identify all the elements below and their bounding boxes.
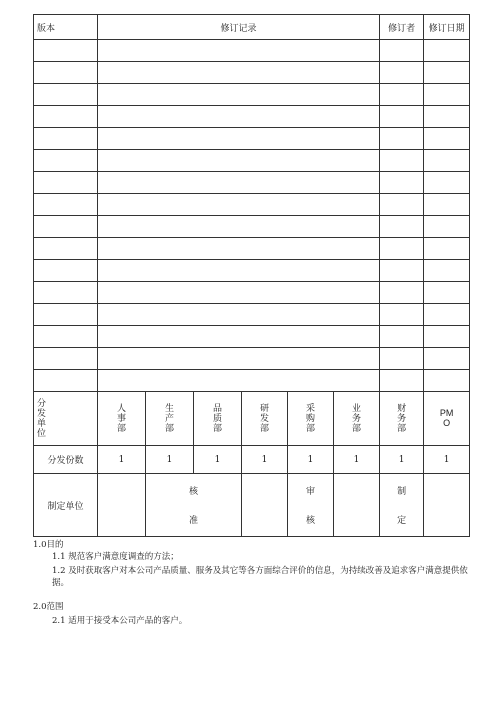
version-cell[interactable]	[34, 260, 98, 282]
revision-date-cell[interactable]	[424, 304, 470, 326]
distribution-unit-cell	[146, 392, 194, 446]
revision-record-cell[interactable]	[98, 84, 380, 106]
version-header: 版本	[34, 15, 98, 40]
copies-label: 分发份数	[34, 446, 98, 474]
revision-row	[34, 326, 470, 348]
revision-date-cell[interactable]	[424, 348, 470, 370]
revision-date-cell[interactable]	[424, 238, 470, 260]
copies-value[interactable]: 1	[424, 446, 470, 474]
header-row	[34, 15, 470, 40]
distribution-unit: 人事部	[116, 403, 126, 434]
copies-value[interactable]: 1	[380, 446, 424, 474]
version-cell[interactable]	[34, 128, 98, 150]
revision-record-header: 修订记录	[98, 15, 380, 40]
reviser-cell[interactable]	[380, 128, 424, 150]
version-cell[interactable]	[34, 326, 98, 348]
section-1-2: 1.2 及时获取客户对本公司产品质量、服务及其它等各方面综合评价的信息，为持续改善及追求客户满意提供依据。	[52, 566, 468, 588]
revision-record-cell[interactable]	[98, 106, 380, 128]
revision-row	[34, 40, 470, 62]
reviser-cell[interactable]	[380, 260, 424, 282]
distribution-unit-cell	[334, 392, 380, 446]
revision-row	[34, 150, 470, 172]
revision-record-cell[interactable]	[98, 194, 380, 216]
version-cell[interactable]	[34, 216, 98, 238]
reviser-cell[interactable]	[380, 62, 424, 84]
distribution-unit-cell	[380, 392, 424, 446]
version-cell[interactable]	[34, 194, 98, 216]
revision-date-cell[interactable]	[424, 150, 470, 172]
revision-date-cell[interactable]	[424, 40, 470, 62]
distribution-unit: 品质部	[212, 403, 222, 434]
revision-record-cell[interactable]	[98, 238, 380, 260]
section-1-title: 1.0目的	[33, 540, 64, 550]
section-1-1: 1.1 规范客户满意度调查的方法；	[52, 552, 179, 562]
revision-row	[34, 304, 470, 326]
revision-row	[34, 172, 470, 194]
reviser-cell[interactable]	[380, 348, 424, 370]
revision-date-cell[interactable]	[424, 84, 470, 106]
review-sign-cell[interactable]	[334, 474, 380, 537]
reviser-cell[interactable]	[380, 282, 424, 304]
maker-row	[34, 474, 470, 537]
distribution-unit: 业务部	[352, 403, 362, 434]
revision-date-cell[interactable]	[424, 216, 470, 238]
revision-form	[33, 14, 469, 537]
copies-value[interactable]: 1	[242, 446, 288, 474]
draft-cell	[380, 474, 424, 537]
reviser-cell[interactable]	[380, 150, 424, 172]
version-cell[interactable]	[34, 62, 98, 84]
copies-value[interactable]: 1	[146, 446, 194, 474]
revision-date-cell[interactable]	[424, 172, 470, 194]
draft-cell-char-1: 制	[397, 487, 407, 497]
revision-row	[34, 216, 470, 238]
maker-blank-1[interactable]	[98, 474, 146, 537]
copies-value[interactable]: 1	[194, 446, 242, 474]
reviser-cell[interactable]	[380, 84, 424, 106]
distribution-row	[34, 392, 470, 446]
revision-record-cell[interactable]	[98, 62, 380, 84]
distribution-unit: 研发部	[259, 403, 269, 434]
revision-date-cell[interactable]	[424, 370, 470, 392]
revision-row	[34, 62, 470, 84]
revision-row	[34, 348, 470, 370]
version-cell[interactable]	[34, 106, 98, 128]
maker-label: 制定单位	[34, 474, 98, 537]
revision-row	[34, 84, 470, 106]
approve-cell	[146, 474, 242, 537]
distribution-unit-cell	[194, 392, 242, 446]
section-2-1: 2.1 适用于接受本公司产品的客户。	[52, 616, 188, 626]
section-2-title: 2.0范围	[33, 602, 64, 612]
revision-record-cell[interactable]	[98, 326, 380, 348]
draft-cell-char-2: 定	[397, 516, 407, 526]
version-cell[interactable]	[34, 150, 98, 172]
approve-cell-char-1: 核	[188, 487, 198, 497]
revision-date-cell[interactable]	[424, 128, 470, 150]
distribution-unit: 生产部	[164, 403, 174, 434]
approve-sign-cell[interactable]	[242, 474, 288, 537]
revision-record-cell[interactable]	[98, 282, 380, 304]
distribution-unit: 财务部	[397, 403, 407, 434]
revision-row	[34, 128, 470, 150]
copies-value[interactable]: 1	[334, 446, 380, 474]
revision-date-cell[interactable]	[424, 326, 470, 348]
revision-date-cell[interactable]	[424, 62, 470, 84]
distribution-label-text: 分发单位	[37, 398, 47, 439]
revision-date-cell[interactable]	[424, 194, 470, 216]
revision-table	[33, 14, 470, 537]
revision-record-cell[interactable]	[98, 260, 380, 282]
revision-row	[34, 282, 470, 304]
reviser-cell[interactable]	[380, 194, 424, 216]
revision-record-cell[interactable]	[98, 128, 380, 150]
version-cell[interactable]	[34, 304, 98, 326]
reviser-cell[interactable]	[380, 304, 424, 326]
version-cell[interactable]	[34, 282, 98, 304]
review-cell-char-2: 核	[305, 516, 315, 526]
approve-cell-char-2: 准	[188, 516, 198, 526]
reviser-header: 修订者	[380, 15, 424, 40]
revision-row	[34, 260, 470, 282]
revision-record-cell[interactable]	[98, 150, 380, 172]
draft-sign-cell[interactable]	[424, 474, 470, 537]
distribution-unit: 采购部	[305, 403, 315, 434]
revision-row	[34, 194, 470, 216]
revision-row	[34, 238, 470, 260]
revision-row	[34, 106, 470, 128]
revision-date-cell[interactable]	[424, 260, 470, 282]
distribution-unit-cell	[98, 392, 146, 446]
distribution-unit-cell	[242, 392, 288, 446]
revision-record-cell[interactable]	[98, 172, 380, 194]
revision-record-cell[interactable]	[98, 370, 380, 392]
version-cell[interactable]	[34, 370, 98, 392]
reviser-cell[interactable]	[380, 172, 424, 194]
reviser-cell[interactable]	[380, 216, 424, 238]
distribution-label	[34, 392, 98, 446]
revision-record-cell[interactable]	[98, 304, 380, 326]
reviser-cell[interactable]	[380, 40, 424, 62]
copies-row	[34, 446, 470, 474]
reviser-cell[interactable]	[380, 106, 424, 128]
reviser-cell[interactable]	[380, 326, 424, 348]
copies-value[interactable]: 1	[98, 446, 146, 474]
version-cell[interactable]	[34, 40, 98, 62]
version-cell[interactable]	[34, 348, 98, 370]
revision-date-header: 修订日期	[424, 15, 470, 40]
reviser-cell[interactable]	[380, 238, 424, 260]
copies-value[interactable]: 1	[288, 446, 334, 474]
distribution-unit-cell	[288, 392, 334, 446]
distribution-unit: PMO	[439, 408, 454, 428]
revision-record-cell[interactable]	[98, 348, 380, 370]
version-cell[interactable]	[34, 172, 98, 194]
revision-row	[34, 370, 470, 392]
reviser-cell[interactable]	[380, 370, 424, 392]
review-cell-char-1: 审	[305, 487, 315, 497]
revision-date-cell[interactable]	[424, 106, 470, 128]
review-cell	[288, 474, 334, 537]
distribution-unit-cell	[424, 392, 470, 446]
revision-record-cell[interactable]	[98, 216, 380, 238]
version-cell[interactable]	[34, 238, 98, 260]
version-cell[interactable]	[34, 84, 98, 106]
revision-date-cell[interactable]	[424, 282, 470, 304]
revision-record-cell[interactable]	[98, 40, 380, 62]
